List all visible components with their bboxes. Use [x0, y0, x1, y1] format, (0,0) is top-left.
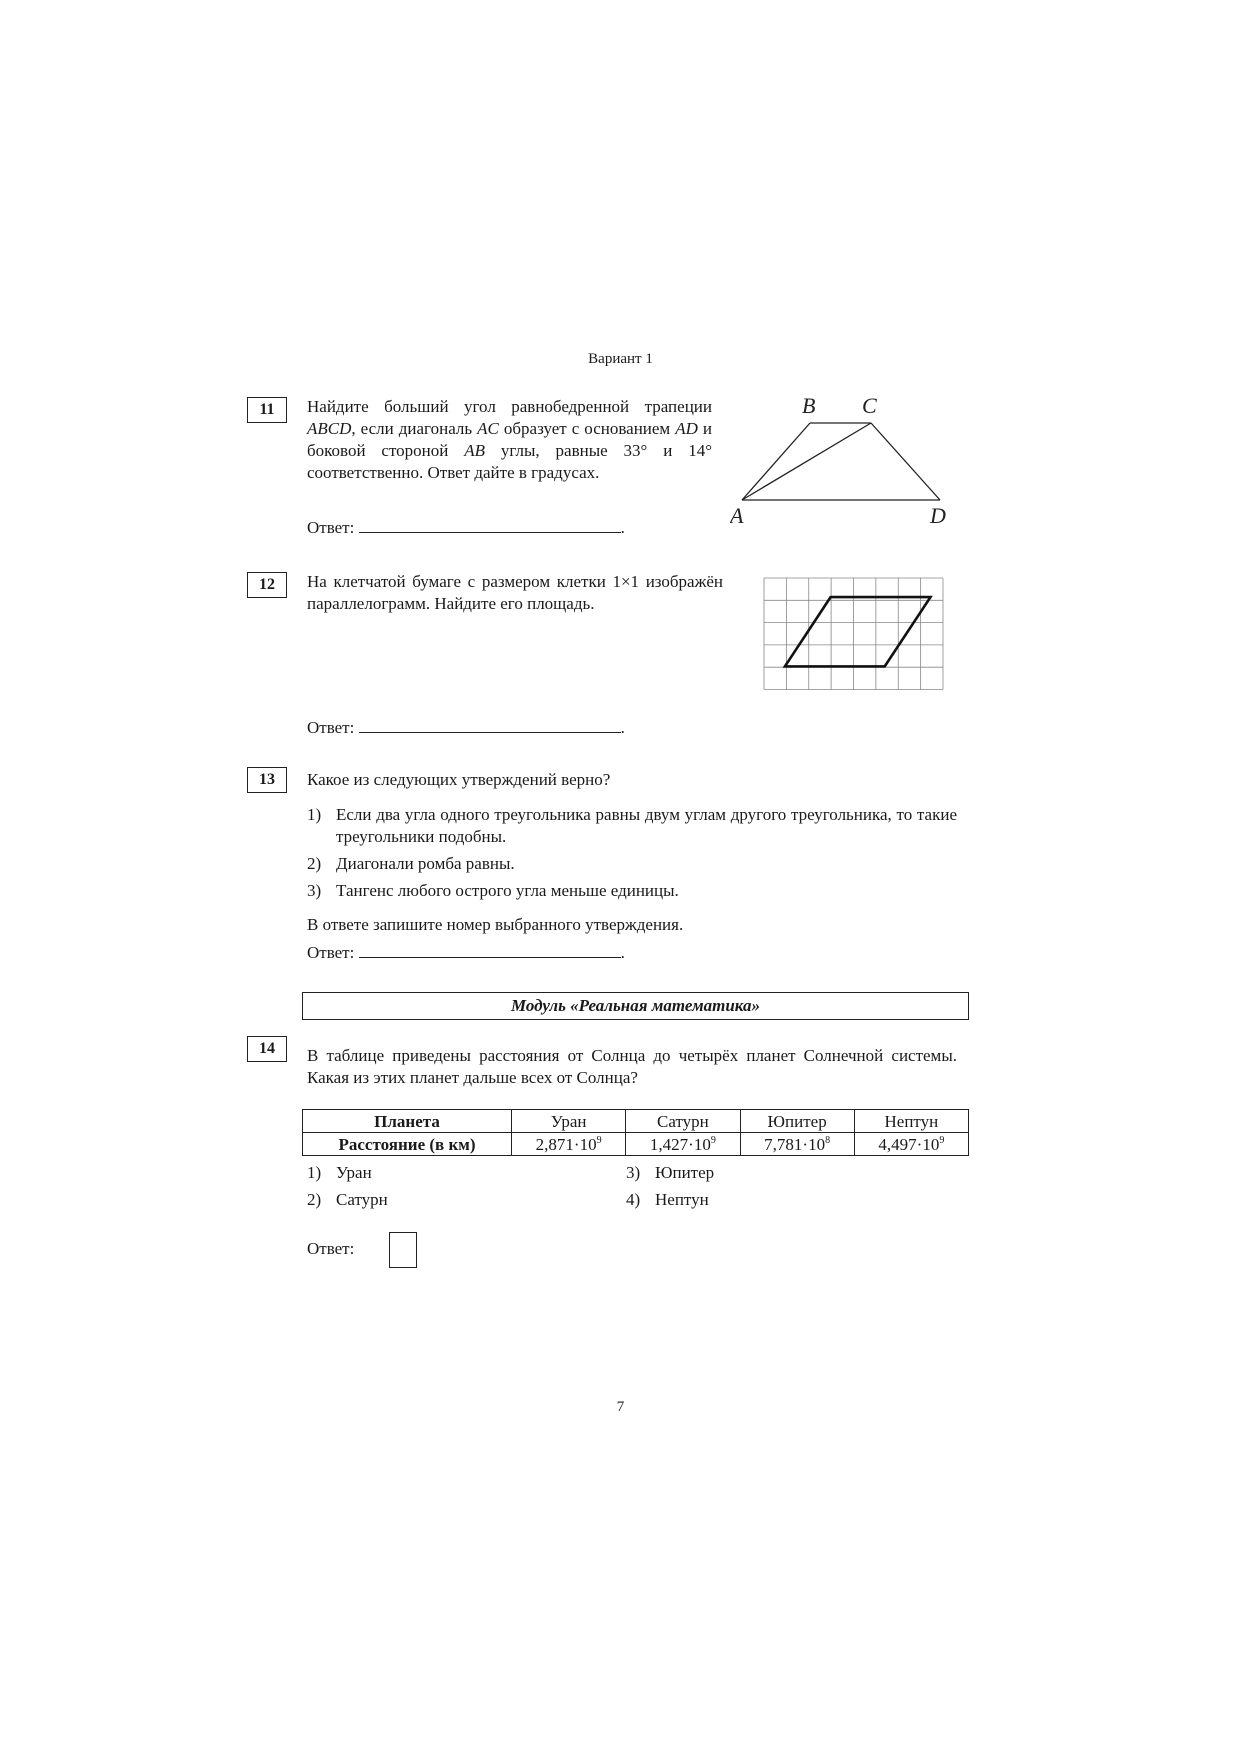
table-row-planets	[303, 1110, 969, 1133]
table-cell-distance: $1,427\cdot 10^9$	[626, 1133, 740, 1156]
q13-option-1: 1) Если два угла одного треугольника равны двум углам другого треугольника, то такие треугольники подобны.	[307, 805, 957, 846]
q14-answer-box[interactable]	[389, 1232, 417, 1268]
trapezoid-figure	[730, 390, 960, 530]
question-number-12: 12	[247, 572, 287, 598]
question-number-11: 11	[247, 397, 287, 423]
vertex-label-c: C	[862, 393, 877, 418]
q13-answer: Ответ: .	[307, 943, 625, 962]
vertex-label-b: B	[802, 393, 816, 418]
q11-answer: Ответ: .	[307, 518, 625, 537]
grid-parallelogram-figure	[760, 574, 948, 692]
table-cell-distance: $2,871\cdot 10^9$	[512, 1133, 626, 1156]
vertex-label-a: A	[730, 503, 744, 528]
q13-answer-blank[interactable]	[359, 941, 621, 958]
q14-answer-label: Ответ:	[307, 1239, 355, 1258]
table-cell-distance: $4,497\cdot 10^9$	[854, 1133, 968, 1156]
table-header-planet: Планета	[303, 1110, 512, 1133]
q14-text: В таблице приведены расстояния от Солнца до четырёх планет Солнечной системы. Какая из этих планет дальше всех от Солнца?	[307, 1046, 957, 1087]
table-cell-planet: Нептун	[854, 1110, 968, 1133]
grid-paper	[764, 578, 943, 690]
q13-question: Какое из следующих утверждений верно?	[307, 770, 611, 789]
table-header-distance: Расстояние (в км)	[303, 1133, 512, 1156]
q14-option-1: 1) Уран	[307, 1163, 372, 1182]
trapezoid-side-cd	[871, 423, 940, 500]
table-cell-planet: Сатурн	[626, 1110, 740, 1133]
module-title: Модуль «Реальная математика»	[302, 992, 969, 1020]
q11-answer-blank[interactable]	[359, 516, 621, 533]
table-cell-planet: Уран	[512, 1110, 626, 1133]
q12-text: На клетчатой бумаге с размером клетки 1×1 изображён параллелограмм. Найдите его площадь.	[307, 572, 723, 613]
q13-option-2: 2) Диагонали ромба равны.	[307, 854, 515, 873]
q12-answer: Ответ: .	[307, 718, 625, 737]
q13-option-3: 3) Тангенс любого острого угла меньше единицы.	[307, 881, 679, 900]
table-row-distances	[303, 1133, 969, 1156]
question-number-14: 14	[247, 1036, 287, 1062]
q13-instruction: В ответе запишите номер выбранного утверждения.	[307, 915, 684, 934]
table-cell-planet: Юпитер	[740, 1110, 854, 1133]
question-number-13: 13	[247, 767, 287, 793]
page-header: Вариант 1	[588, 351, 653, 367]
q14-option-2: 2) Сатурн	[307, 1190, 388, 1209]
vertex-label-d: D	[930, 503, 946, 528]
q11-text: Найдите больший угол равнобедренной трапеции ABCD, если диагональ AC образует с основанием AD и боковой стороной AB углы, равные 33° и 14° соответственно. Ответ дайте в градусах.	[307, 397, 713, 482]
parallelogram-shape	[785, 597, 931, 666]
q12-answer-blank[interactable]	[359, 716, 621, 733]
trapezoid-side-ab	[742, 423, 810, 500]
q14-option-4: 4) Нептун	[626, 1190, 709, 1209]
table-cell-distance: $7,781\cdot 10^8$	[740, 1133, 854, 1156]
trapezoid-diagonal-ac	[742, 423, 871, 500]
planet-distance-table	[302, 1109, 969, 1156]
q14-option-3: 3) Юпитер	[626, 1163, 715, 1182]
page-number: 7	[616, 1399, 625, 1415]
